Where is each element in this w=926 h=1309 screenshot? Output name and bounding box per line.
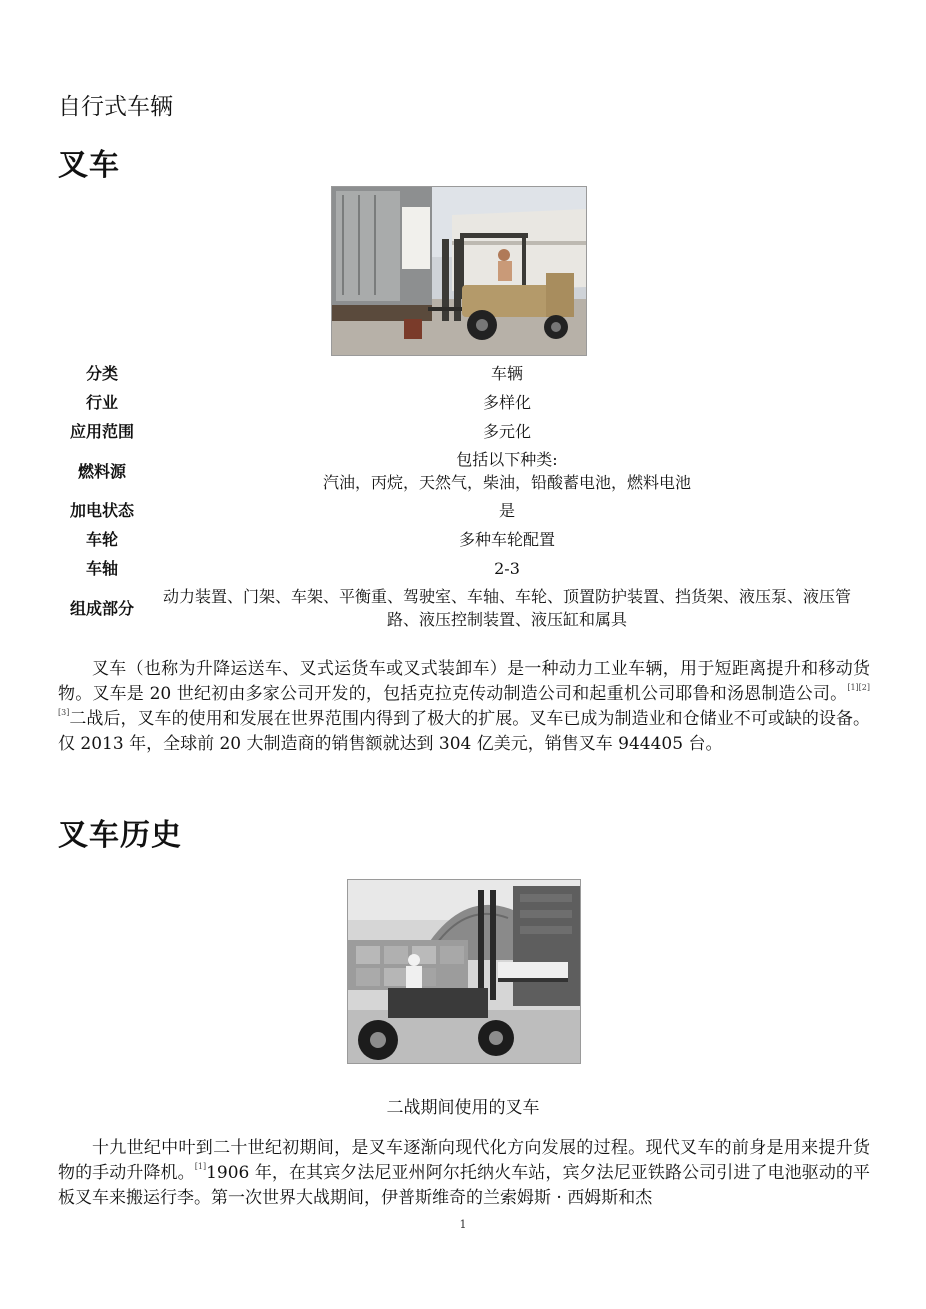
infobox-row bbox=[58, 525, 868, 554]
infobox-value: 是 bbox=[498, 501, 515, 520]
page-title: 叉车 bbox=[58, 148, 120, 183]
infobox-table bbox=[58, 359, 868, 633]
intro-text: 二战后，叉车的使用和发展在世界范围内得到了极大的扩展。叉车已成为制造业和仓储业不可或缺的设备。仅 2013 年，全球前 20 大制造商的销售额就达到 304 亿美元，销售叉车 944405 台。 bbox=[58, 709, 870, 754]
citation-link[interactable]: [1] bbox=[194, 1162, 207, 1171]
category-label: 自行式车辆 bbox=[58, 94, 173, 120]
infobox-label: 加电状态 bbox=[69, 501, 134, 520]
infobox-label: 车轴 bbox=[85, 559, 118, 578]
infobox-value: 2-3 bbox=[494, 559, 520, 578]
citation-link[interactable]: [1][2][3] bbox=[58, 683, 870, 717]
infobox-label: 燃料源 bbox=[77, 461, 126, 481]
infobox-label: 行业 bbox=[85, 393, 118, 412]
forklift-photo bbox=[331, 186, 587, 356]
infobox-label: 分类 bbox=[85, 364, 118, 383]
infobox-row bbox=[58, 359, 868, 388]
history-paragraph bbox=[58, 1136, 870, 1211]
infobox-row bbox=[58, 583, 868, 633]
infobox-row bbox=[58, 417, 868, 446]
infobox-row bbox=[58, 554, 868, 583]
wwii-forklift-photo bbox=[347, 879, 581, 1064]
page-number: 1 bbox=[459, 1218, 467, 1231]
intro-text: 叉车（也称为升降运送车、叉式运货车或叉式装卸车）是一种动力工业车辆，用于短距离提升和移动货物。叉车是 20 世纪初由多家公司开发的，包括克拉克传动制造公司和起重机公司耶鲁和汤恩制造公司。 bbox=[58, 659, 870, 704]
infobox-label: 车轮 bbox=[85, 530, 118, 549]
infobox-row bbox=[58, 496, 868, 525]
infobox-value: 动力装置、门架、车架、平衡重、驾驶室、车轴、车轮、顶置防护装置、挡货架、液压泵、液压管路、液压控制装置、液压缸和属具 bbox=[162, 587, 851, 629]
infobox-value: 多种车轮配置 bbox=[458, 530, 555, 549]
figure-caption: 二战期间使用的叉车 bbox=[386, 1098, 540, 1118]
infobox-label: 应用范围 bbox=[69, 422, 134, 441]
history-heading: 叉车历史 bbox=[58, 818, 182, 853]
history-text: 1906 年，在其宾夕法尼亚州阿尔托纳火车站，宾夕法尼亚铁路公司引进了电池驱动的平板叉车来搬运行李。第一次世界大战期间，伊普斯维奇的兰索姆斯 · 西姆斯和杰 bbox=[58, 1163, 871, 1208]
intro-paragraph bbox=[58, 657, 870, 757]
infobox-row bbox=[58, 446, 868, 496]
history-text: 十九世纪中叶到二十世纪初期间，是叉车逐渐向现代化方向发展的过程。现代叉车的前身是用来提升货物的手动升降机。 bbox=[58, 1138, 870, 1183]
infobox-label: 组成部分 bbox=[69, 598, 134, 618]
infobox-row bbox=[58, 388, 868, 417]
infobox-value: 车辆 bbox=[490, 364, 523, 383]
infobox-value: 多样化 bbox=[482, 393, 531, 412]
infobox-value: 包括以下种类: 汽油，丙烷，天然气，柴油，铅酸蓄电池，燃料电池 bbox=[322, 450, 691, 492]
infobox-value: 多元化 bbox=[482, 422, 531, 441]
